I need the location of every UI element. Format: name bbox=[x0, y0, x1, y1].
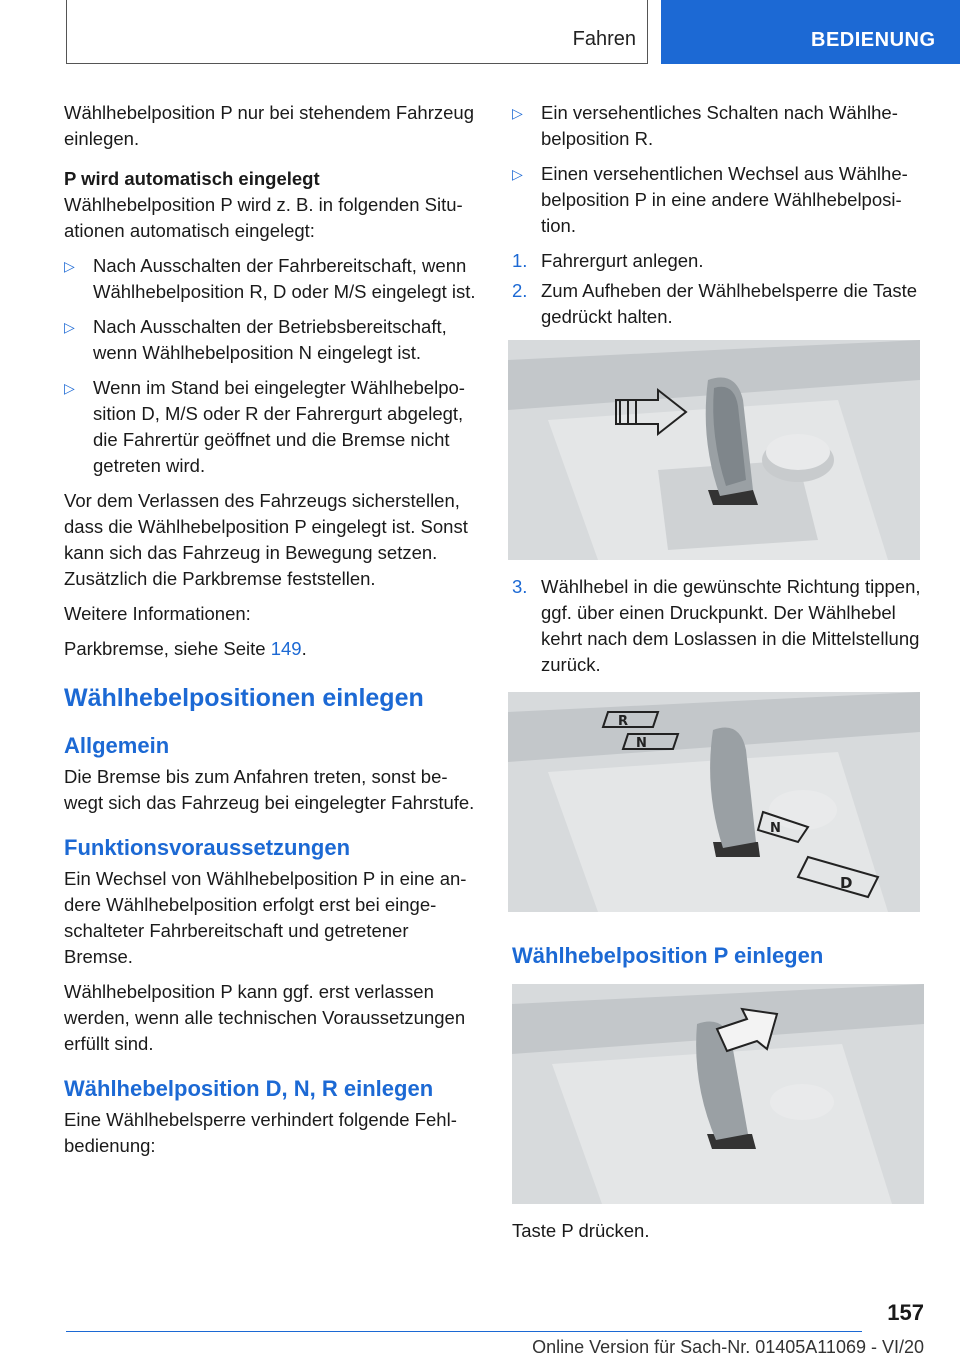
paragraph: Taste P drücken. bbox=[512, 1220, 650, 1241]
paragraph: Wählhebelposition P nur bei stehendem Fahrzeug einlegen. bbox=[64, 102, 474, 149]
step-item: 1. Fahrergurt anlegen. bbox=[512, 250, 704, 271]
gear-selector-image-3 bbox=[512, 984, 924, 1204]
subsection-heading: Wählhebelposition D, N, R einlegen bbox=[64, 1076, 434, 1101]
list-item: ▷ Wenn im Stand bei eingelegter Wählhebelposition D, M/S oder R der Fahrergurt abgelegt, die Fahrertür geöffnet und die Bremse nicht getreten wird. bbox=[64, 377, 465, 476]
list-item: ▷ Nach Ausschalten der Fahrbereitschaft, wenn Wählhebelposition R, D oder M/S eingelegt ist. bbox=[64, 255, 476, 302]
list-item: ▷ Einen versehentlichen Wechsel aus Wählhebelposition P in eine andere Wählhebelposition. bbox=[512, 163, 908, 236]
position-label: N bbox=[770, 821, 781, 836]
paragraph: Parkbremse, siehe Seite 149. bbox=[64, 638, 307, 659]
list-item: ▷ Nach Ausschalten der Betriebsbereitschaft, wenn Wählhebelposition N eingelegt ist. bbox=[64, 316, 447, 363]
gear-selector-image-1 bbox=[508, 340, 920, 560]
step-item: 3. Wählhebel in die gewünschte Richtung tippen, ggf. über einen Druckpunkt. Der Wählhebel kehrt nach dem Loslassen in die Mittelstellung zurück. bbox=[512, 576, 921, 675]
subsection-heading: Allgemein bbox=[64, 733, 170, 758]
chapter-tab[interactable]: BEDIENUNG bbox=[661, 0, 960, 64]
paragraph: Wählhebelposition P wird z. B. in folgenden Situationen automatisch eingelegt: bbox=[64, 194, 463, 241]
footer-text: Online Version für Sach-Nr. 01405A11069 - VI/20 bbox=[532, 1337, 924, 1357]
triangle-bullet-icon: ▷ bbox=[512, 166, 523, 182]
list-item: ▷ Ein versehentliches Schalten nach Wählhebelposition R. bbox=[512, 102, 898, 149]
page-link[interactable]: 149 bbox=[270, 638, 302, 659]
triangle-bullet-icon: ▷ bbox=[512, 105, 523, 121]
triangle-bullet-icon: ▷ bbox=[64, 258, 75, 274]
right-column bbox=[512, 100, 924, 1253]
paragraph: Wählhebelposition P kann ggf. erst verlassen werden, wenn alle technischen Voraussetzungen erfüllt sind. bbox=[64, 981, 466, 1054]
position-label: N bbox=[636, 736, 647, 751]
paragraph: Die Bremse bis zum Anfahren treten, sonst bewegt sich das Fahrzeug bei eingelegter Fahrstufe. bbox=[64, 766, 475, 813]
position-label: D bbox=[840, 874, 853, 892]
section-heading: Wählhebelpositionen einlegen bbox=[64, 684, 424, 712]
left-column bbox=[64, 100, 480, 1168]
triangle-bullet-icon: ▷ bbox=[64, 380, 75, 396]
paragraph: Weitere Informationen: bbox=[64, 603, 251, 624]
paragraph: Vor dem Verlassen des Fahrzeugs sicherstellen, dass die Wählhebelposition P eingelegt ist. Sonst kann sich das Fahrzeug in Bewegung setzen. Zusätzlich die Parkbremse feststellen. bbox=[64, 490, 468, 589]
subsection-heading: Wählhebelposition P einlegen bbox=[512, 943, 824, 968]
gear-selector-image-2 bbox=[508, 692, 920, 912]
triangle-bullet-icon: ▷ bbox=[64, 319, 75, 335]
section-title: Fahren bbox=[572, 28, 636, 50]
page-number: 157 bbox=[887, 1300, 924, 1325]
paragraph: Eine Wählhebelsperre verhindert folgende Fehlbedienung: bbox=[64, 1109, 457, 1156]
position-label: R bbox=[618, 714, 629, 729]
header-frame bbox=[66, 0, 648, 64]
footer-divider bbox=[66, 1331, 862, 1332]
paragraph: Ein Wechsel von Wählhebelposition P in eine andere Wählhebelposition erfolgt erst bei eingeschalteter Fahrbereitschaft und getretener Bremse. bbox=[64, 868, 467, 967]
subheading: P wird automatisch eingelegt bbox=[64, 168, 320, 189]
subsection-heading: Funktionsvoraussetzungen bbox=[64, 835, 351, 860]
step-item: 2. Zum Aufheben der Wählhebelsperre die Taste gedrückt halten. bbox=[512, 280, 918, 327]
